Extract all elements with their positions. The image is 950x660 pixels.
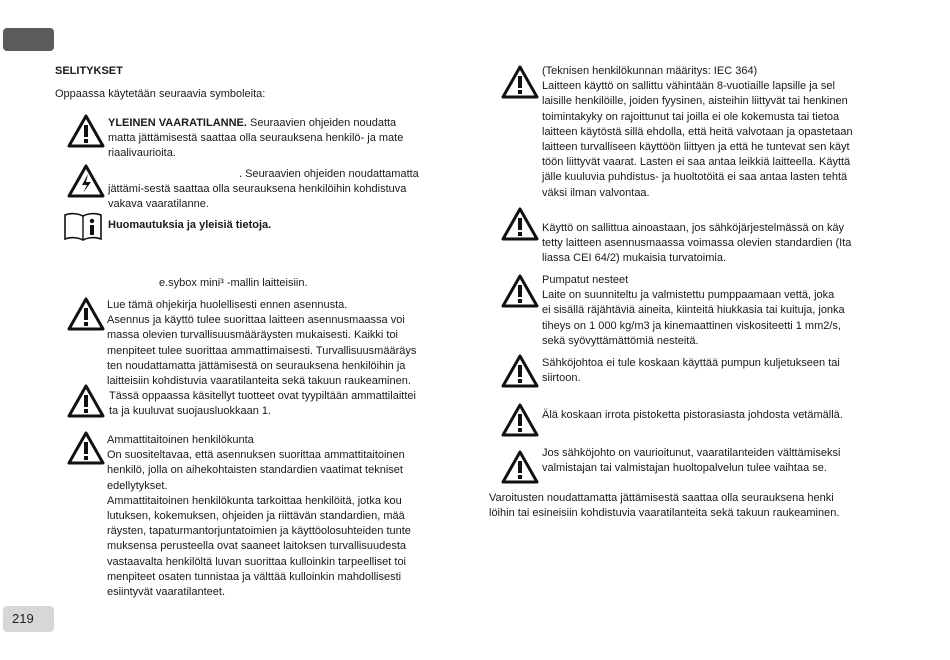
text-line: massa olevien turvallisuusmääräysten mukaisesti. Kaikki toi bbox=[107, 329, 399, 342]
text-line: laitteisiin kohdistuvia vaaratilanteita sekä takuun raukeaminen. bbox=[107, 375, 411, 388]
text-line: tetty laitteen asennusmaassa voimassa olevien standardien (Ita bbox=[542, 237, 852, 250]
warning-icon bbox=[67, 297, 105, 331]
text-line: Ammattitaitoinen henkilökunta bbox=[107, 434, 254, 446]
section-heading: SELITYKSET bbox=[55, 65, 123, 77]
symbol-text-line: . Seuraavien ohjeiden noudattamatta bbox=[239, 168, 419, 180]
text-line: siirtoon. bbox=[542, 372, 581, 385]
text-line: löihin tai esineisiin kohdistuvia vaaratilanteita sekä takuun raukeaminen. bbox=[489, 507, 840, 520]
text-line: esiintyvät vaaratilanteet. bbox=[107, 586, 226, 599]
text-line: menpiteet tulee suorittaa ammattimaisesti. Turvallisuusmääräys bbox=[107, 344, 417, 357]
qualified-personnel-text bbox=[107, 433, 461, 600]
text-line: laisille henkilöille, joiden fyysinen, aisteihin liittyvät tai henkinen bbox=[542, 95, 848, 108]
warning-icon bbox=[67, 384, 105, 418]
electrical-system-text bbox=[542, 221, 890, 267]
warning-icon bbox=[501, 274, 539, 308]
text-line: ta ja kuuluvat suojausluokkaan 1. bbox=[109, 405, 272, 418]
text-line: Tässä oppaassa käsitellyt tuotteet ovat tyypiltään ammattilaittei bbox=[109, 390, 416, 403]
model-text: e.sybox mini³ -mallin laitteisiin. bbox=[159, 277, 308, 289]
intro-text: Oppaassa käytetään seuraavia symboleita: bbox=[55, 88, 266, 100]
text-line: töön liittyvät vaarat. Lasten ei saa antaa leikkiä laitteella. Käyttä bbox=[542, 156, 851, 169]
text-line: (Teknisen henkilökunnan määritys: IEC 364) bbox=[542, 65, 758, 77]
text-line: ten noudattamatta jättämisestä on seurauksena henkilöihin ja bbox=[107, 359, 406, 372]
closing-warning-text bbox=[489, 491, 899, 521]
symbol-info-text: Huomautuksia ja yleisiä tietoja. bbox=[108, 219, 272, 231]
damaged-cable-text bbox=[542, 446, 895, 476]
text-line: Käyttö on sallittua ainoastaan, jos sähköjärjestelmässä on käy bbox=[542, 222, 845, 234]
warning-icon bbox=[501, 450, 539, 484]
info-book-icon bbox=[63, 211, 103, 241]
text-line: valmistajan tai valmistajan huoltopalvelun tulee vaihtaa se. bbox=[542, 462, 827, 475]
warning-icon bbox=[67, 114, 105, 148]
warning-icon bbox=[501, 403, 539, 437]
warning-icon bbox=[501, 207, 539, 241]
text-line: laitteen käytöstä sillä ehdolla, että heitä valvotaan ja opastetaan bbox=[542, 125, 853, 138]
symbol-text-line: riaalivaurioita. bbox=[108, 147, 176, 160]
page-number: 219 bbox=[3, 606, 54, 632]
symbol-electric-text bbox=[108, 167, 446, 213]
children-use-text bbox=[542, 64, 895, 201]
text-line: vastaavalta henkilöltä luvan suorittaa kulloinkin tarpeelliset toi bbox=[107, 555, 407, 568]
text-line: muksensa perusteella ovat saaneet laitoksen turvallisuudesta bbox=[107, 540, 407, 553]
unplug-text: Älä koskaan irrota pistoketta pistorasiasta johdosta vetämällä. bbox=[542, 409, 843, 421]
text-line: Laite on suunniteltu ja valmistettu pumppaamaan vettä, joka bbox=[542, 289, 835, 302]
text-line: Varoitusten noudattamatta jättämisestä saattaa olla seurauksena henki bbox=[489, 492, 834, 504]
text-line: liassa CEI 64/2) mukaisia turvatoimia. bbox=[542, 252, 727, 265]
warning-icon bbox=[501, 65, 539, 99]
text-line: lutuksen, kokemuksen, ohjeiden ja riittävän standardien, mää bbox=[107, 510, 405, 523]
text-line: toimintakyky on rajoittunut tai joilla ei ole kokemusta tai tietoa bbox=[542, 110, 840, 123]
text-line: laitteen turvalliseen käyttöön liittyen ja että he tuntevat sen käyt bbox=[542, 141, 850, 154]
text-line: sekä syövyttämättömiä nesteitä. bbox=[542, 334, 699, 347]
warning-icon bbox=[67, 431, 105, 465]
electric-shock-warning-icon bbox=[67, 164, 105, 198]
text-line: ei sisällä räjähtäviä aineita, kiinteitä hiukkasia tai kuituja, jonka bbox=[542, 304, 845, 317]
text-line: tiheys on 1 000 kg/m3 ja kinemaattinen viskositeetti 1 mm2/s, bbox=[542, 319, 841, 332]
warning-icon bbox=[501, 354, 539, 388]
text-line: On suositeltavaa, että asennuksen suorittaa ammattitaitoinen bbox=[107, 449, 405, 462]
text-line: Laitteen käyttö on sallittu vähintään 8-vuotiaille lapsille ja sel bbox=[542, 80, 835, 93]
symbol-text-line: vakava vaaratilanne. bbox=[108, 198, 209, 211]
text-line: Ammattitaitoinen henkilökunta tarkoittaa henkilöitä, jotka kou bbox=[107, 494, 402, 507]
text-line: menpiteet osaten tunnistaa ja välttää kulloinkin mahdollisesti bbox=[107, 570, 402, 583]
text-line: Pumpatut nesteet bbox=[542, 274, 629, 286]
text-line: jälle kuuluvia puhdistus- ja huoltotöitä ei saa antaa lasten tehtä bbox=[542, 171, 848, 184]
symbol-general-danger-text bbox=[108, 116, 442, 162]
power-cable-transport-text bbox=[542, 356, 895, 386]
text-line: Lue tämä ohjekirja huolellisesti ennen asennusta. bbox=[107, 299, 348, 311]
pumped-liquids-text bbox=[542, 273, 895, 349]
text-line: Sähköjohtoa ei tule koskaan käyttää pumpun kuljetukseen tai bbox=[542, 357, 840, 369]
symbol-text-line: jättämi-sestä saattaa olla seurauksena henkilöihin kohdistuva bbox=[108, 183, 407, 196]
text-line: Jos sähköjohto on vaurioitunut, vaaratilanteiden välttämiseksi bbox=[542, 447, 841, 459]
text-line: Asennus ja käyttö tulee suorittaa laitteen asennusmaassa voi bbox=[107, 314, 405, 327]
symbol-general-danger-title: YLEINEN VAARATILANNE. bbox=[108, 117, 247, 129]
text-line: räysten, tapaturmantorjuntatoimien ja käyttöolosuhteiden tunte bbox=[107, 525, 411, 538]
text-line: edellytykset. bbox=[107, 479, 168, 492]
symbol-text-line: Seuraavien ohjeiden noudatta bbox=[246, 117, 397, 129]
chapter-tab bbox=[3, 28, 54, 51]
symbol-text-line: matta jättämisestä saattaa olla seurauksena henkilö- ja mate bbox=[108, 132, 404, 145]
installation-text bbox=[107, 298, 461, 420]
text-line: väksi ilman valvontaa. bbox=[542, 186, 650, 199]
text-line: henkilö, jolla on aihekohtaisten standardien vaatimat tekniset bbox=[107, 464, 403, 477]
